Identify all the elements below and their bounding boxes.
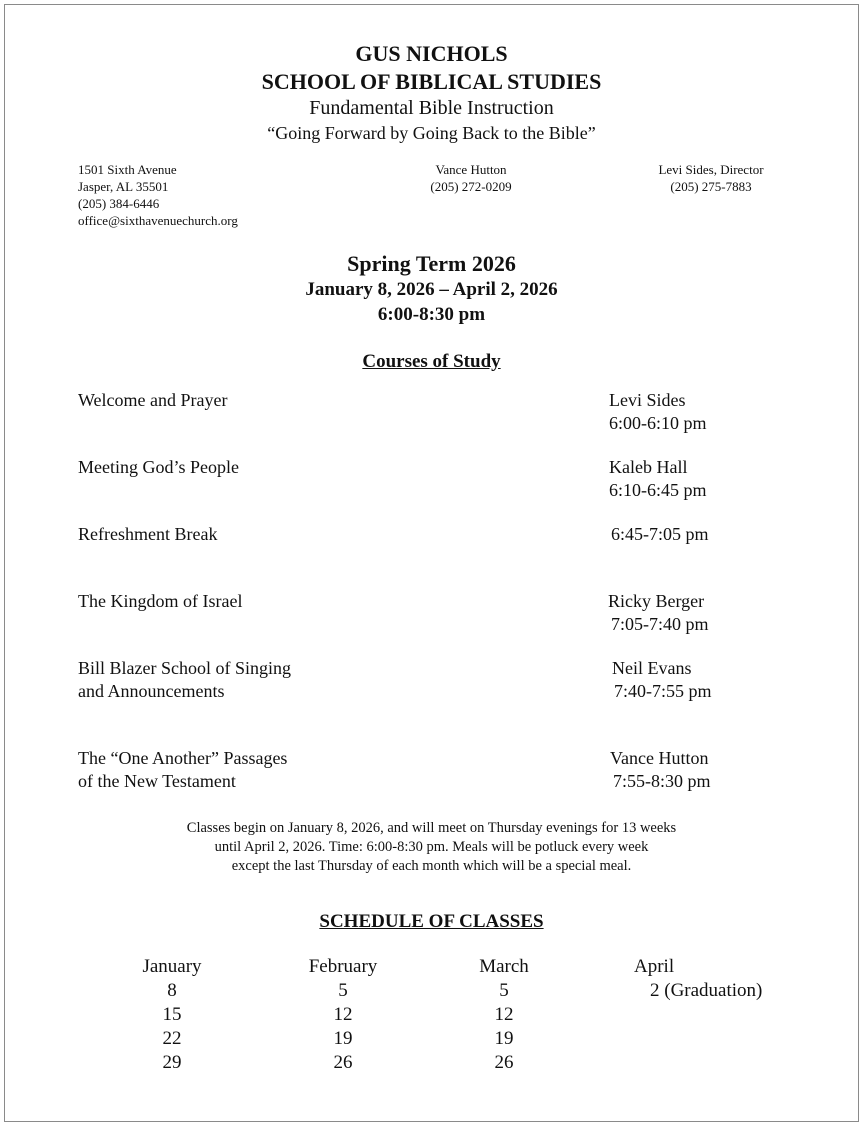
contact-vance-hutton [371,161,571,195]
course-teacher: Kaleb Hall [609,457,688,477]
class-date: 12 [333,1004,353,1025]
course-teacher: Neil Evans [612,658,692,678]
contact-name: Vance Hutton [435,162,507,177]
note-line: Classes begin on January 8, 2026, and will meet on Thursday evenings for 13 weeks [186,820,677,836]
class-date-april: 2 (Graduation) [650,980,763,1001]
class-date: 5 [338,980,348,1001]
course-title: Bill Blazer School of Singing [78,658,291,678]
term-time: 6:00-8:30 pm [377,304,486,325]
address-line: Jasper, AL 35501 [78,179,169,194]
course-title: The Kingdom of Israel [78,591,243,611]
class-date: 12 [494,1004,514,1025]
month-column-march [449,955,559,1075]
month-name: February [308,956,378,977]
courses-heading: Courses of Study [362,351,501,372]
course-title: The “One Another” Passages [78,748,288,768]
course-title-line2: and Announcements [78,681,225,701]
class-date: 29 [162,1052,182,1073]
schedule-note [5,819,858,876]
course-time: 6:10-6:45 pm [609,480,707,500]
class-date: 22 [162,1028,182,1049]
course-teacher: Vance Hutton [610,748,709,768]
course-time: 7:40-7:55 pm [614,681,712,701]
email-line: office@sixthavenuechurch.org [78,213,238,228]
contact-name: Levi Sides, Director [658,162,764,177]
note-line: until April 2, 2026. Time: 6:00-8:30 pm. Meals will be potluck every week [214,839,649,855]
school-motto: “Going Forward by Going Back to the Bible” [267,123,596,143]
contact-phone: (205) 275-7883 [670,179,752,194]
class-date: 26 [494,1052,514,1073]
course-time: 7:55-8:30 pm [613,771,711,791]
address-block [78,161,238,229]
course-title-line2: of the New Testament [78,771,236,791]
month-column-january [117,955,227,1075]
school-name-line2: SCHOOL OF BIBLICAL STUDIES [261,69,602,94]
address-line: 1501 Sixth Avenue [78,162,177,177]
course-teacher: Levi Sides [609,390,686,410]
course-time: 6:00-6:10 pm [609,413,707,433]
class-date: 19 [333,1028,353,1049]
course-teacher: Ricky Berger [608,591,705,611]
class-date: 5 [499,980,509,1001]
note-line: except the last Thursday of each month which will be a special meal. [231,858,632,874]
month-column-february [288,955,398,1075]
course-title: Meeting God’s People [78,457,239,477]
month-name: March [479,956,529,977]
course-time: 7:05-7:40 pm [611,614,709,634]
contact-levi-sides [611,161,811,195]
course-time: 6:45-7:05 pm [611,524,709,544]
course-title: Refreshment Break [78,524,218,544]
class-date: 15 [162,1004,182,1025]
term-title: Spring Term 2026 [347,251,516,276]
class-date: 26 [333,1052,353,1073]
month-name-april: April [634,956,675,977]
document-page [4,4,859,1122]
schedule-heading: SCHEDULE OF CLASSES [319,911,544,932]
course-title: Welcome and Prayer [78,390,228,410]
phone-line: (205) 384-6446 [78,196,160,211]
class-date: 8 [167,980,177,1001]
contact-phone: (205) 272-0209 [430,179,512,194]
month-name: January [142,956,202,977]
term-dates: January 8, 2026 – April 2, 2026 [305,279,558,300]
school-name-line1: GUS NICHOLS [355,41,508,66]
class-date: 19 [494,1028,514,1049]
school-subtitle: Fundamental Bible Instruction [309,97,554,119]
